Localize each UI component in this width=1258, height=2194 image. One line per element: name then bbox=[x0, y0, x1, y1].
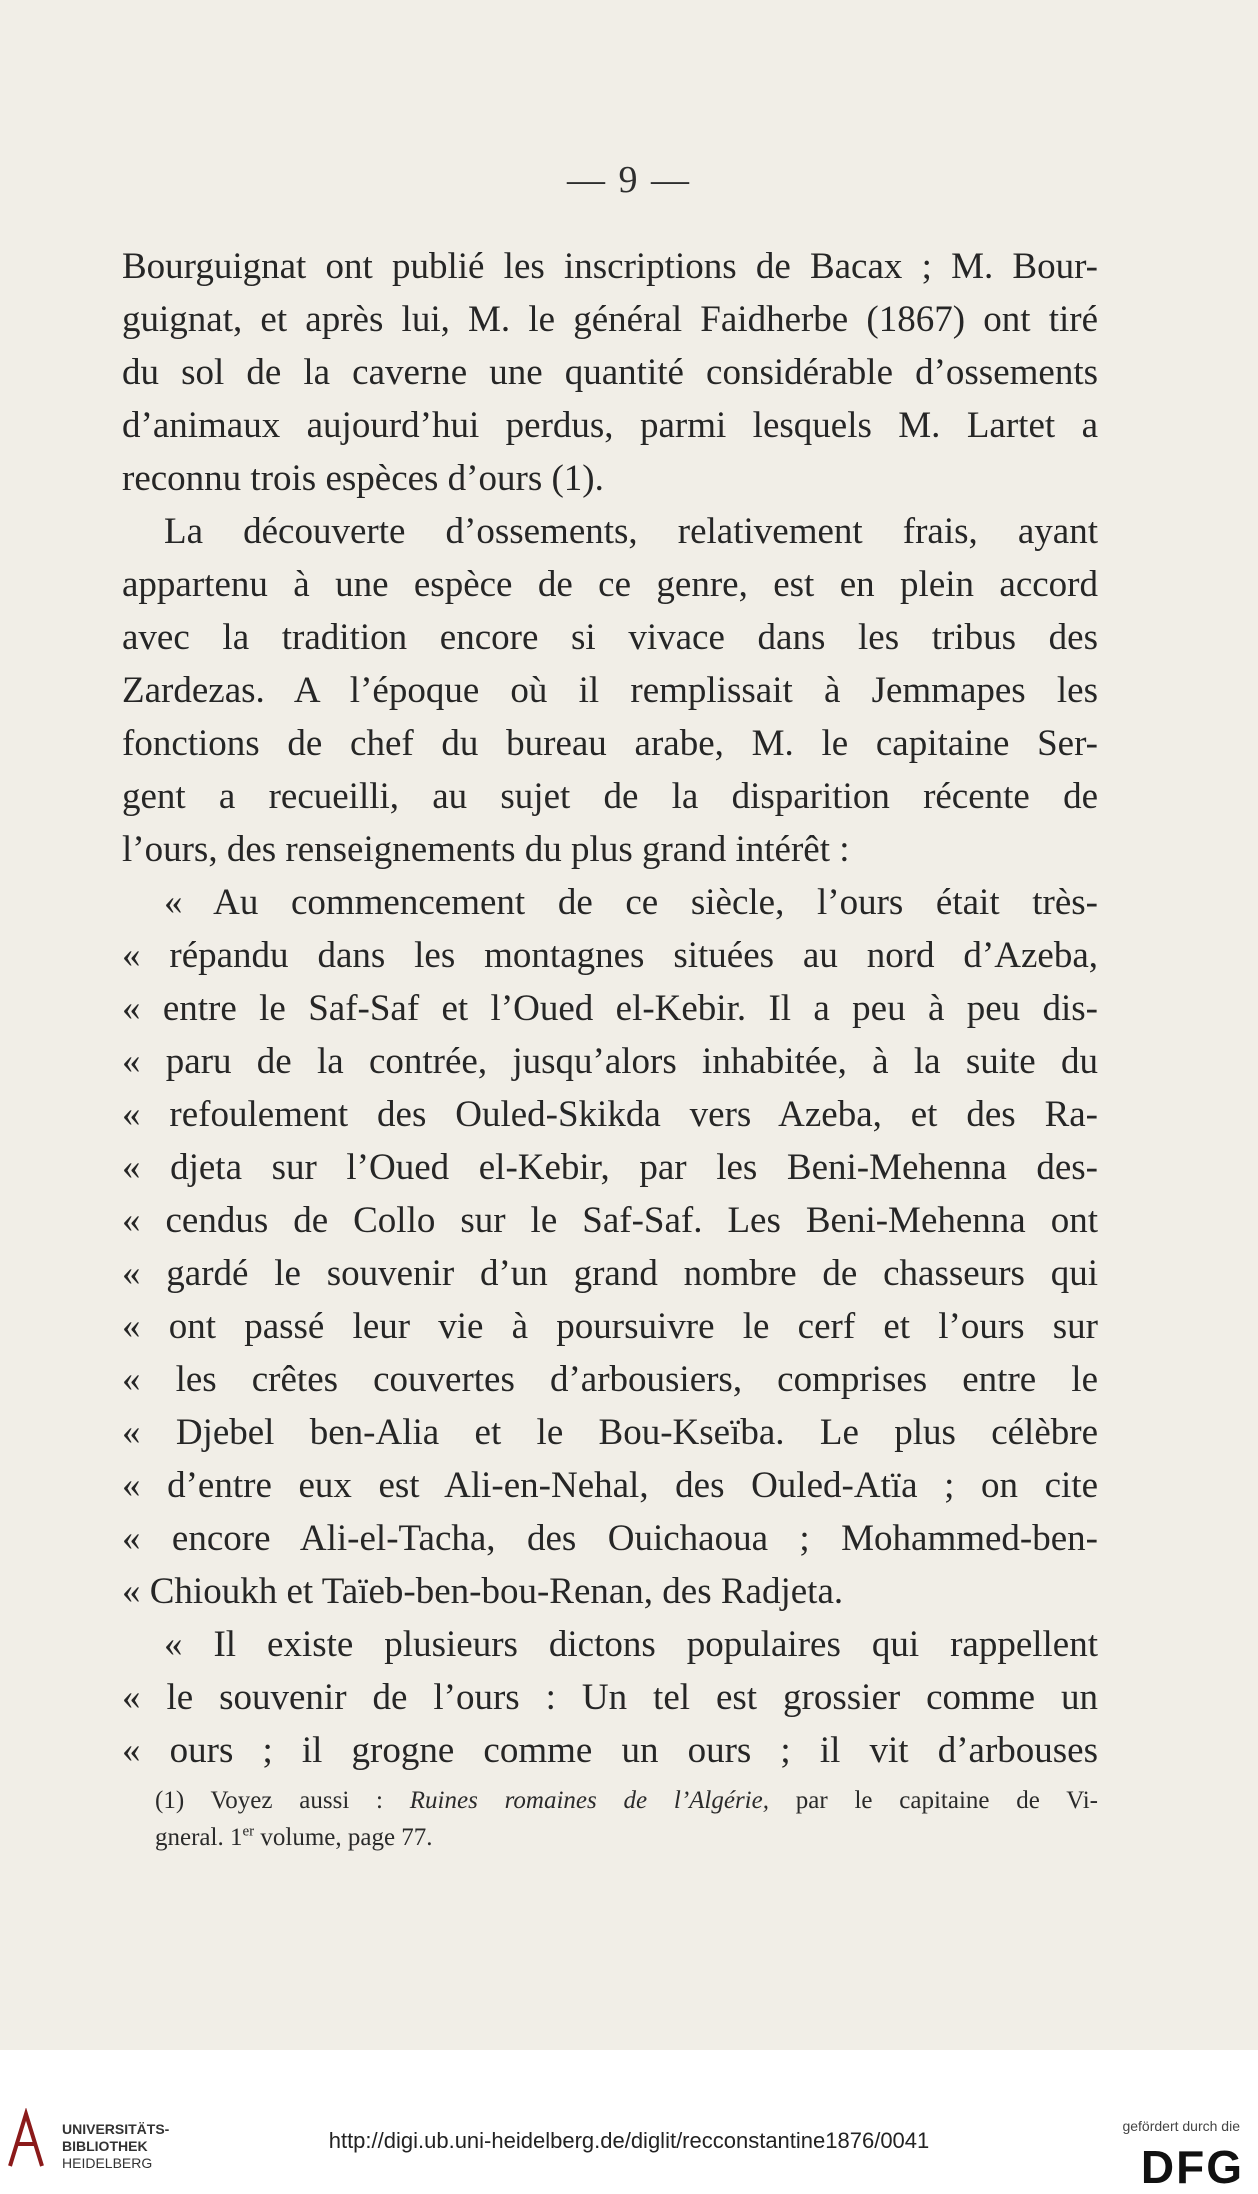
text-line: « les crêtes couvertes d’arbousiers, comprises entre le bbox=[122, 1359, 1098, 1400]
library-name-line: BIBLIOTHEK bbox=[62, 2138, 148, 2154]
text-line: « Chioukh et Taïeb-ben-bou-Renan, des Radjeta. bbox=[122, 1571, 844, 1612]
text-line: « Il existe plusieurs dictons populaires qui rappellent bbox=[164, 1624, 1098, 1665]
text-line: « d’entre eux est Ali-en-Nehal, des Ouled-Atïa ; on cite bbox=[122, 1465, 1098, 1506]
text-line: gent a recueilli, au sujet de la disparition récente de bbox=[122, 776, 1098, 817]
text-line: fonctions de chef du bureau arabe, M. le capitaine Ser- bbox=[122, 723, 1098, 764]
text-line: reconnu trois espèces d’ours (1). bbox=[122, 458, 604, 499]
text-line: « le souvenir de l’ours : Un tel est grossier comme un bbox=[122, 1677, 1098, 1718]
text-line: « cendus de Collo sur le Saf-Saf. Les Beni-Mehenna ont bbox=[122, 1200, 1098, 1241]
dfg-logo: DFG bbox=[1140, 2141, 1244, 2193]
text-line: « gardé le souvenir d’un grand nombre de chasseurs qui bbox=[122, 1253, 1098, 1294]
text-line: appartenu à une espèce de ce genre, est en plein accord bbox=[122, 564, 1098, 605]
text-line: guignat, et après lui, M. le général Faidherbe (1867) ont tiré bbox=[122, 299, 1098, 340]
library-name-line: HEIDELBERG bbox=[62, 2155, 153, 2171]
text-line: « ours ; il grogne comme un ours ; il vit d’arbouses bbox=[122, 1730, 1098, 1771]
footer-bar bbox=[0, 2050, 1258, 2192]
footnote-line bbox=[155, 1819, 1098, 1856]
text-line: Zardezas. A l’époque où il remplissait à Jemmapes les bbox=[122, 670, 1098, 711]
footnote-suffix: par le capitaine de Vi- bbox=[768, 1787, 1098, 1814]
text-line: avec la tradition encore si vivace dans les tribus des bbox=[122, 617, 1098, 658]
text-line: La découverte d’ossements, relativement frais, ayant bbox=[164, 511, 1098, 552]
source-url[interactable]: http://digi.ub.uni-heidelberg.de/diglit/recconstantine1876/0041 bbox=[328, 2128, 930, 2153]
text-line: « Djebel ben-Alia et le Bou-Kseïba. Le plus célèbre bbox=[122, 1412, 1098, 1453]
text-line: d’animaux aujourd’hui perdus, parmi lesquels M. Lartet a bbox=[122, 405, 1098, 446]
text-line: « paru de la contrée, jusqu’alors inhabitée, à la suite du bbox=[122, 1041, 1098, 1082]
text-line: « djeta sur l’Oued el-Kebir, par les Beni-Mehenna des- bbox=[122, 1147, 1098, 1188]
text-line: « encore Ali-el-Tacha, des Ouichaoua ; Mohammed-ben- bbox=[122, 1518, 1098, 1559]
text-line: Bourguignat ont publié les inscriptions de Bacax ; M. Bour- bbox=[122, 246, 1098, 287]
footnote-page: volume, page 77. bbox=[254, 1824, 433, 1851]
text-line: « répandu dans les montagnes situées au nord d’Azeba, bbox=[122, 935, 1098, 976]
funded-by-label: gefördert durch die bbox=[1122, 2118, 1240, 2134]
text-line: « refoulement des Ouled-Skikda vers Azeba, et des Ra- bbox=[122, 1094, 1098, 1135]
footnote-prefix: (1) Voyez aussi : bbox=[155, 1787, 410, 1814]
text-line: « ont passé leur vie à poursuivre le cerf et l’ours sur bbox=[122, 1306, 1098, 1347]
page-number: — 9 — bbox=[567, 159, 691, 201]
footnote bbox=[155, 1782, 1098, 1856]
text-line: du sol de la caverne une quantité considérable d’ossements bbox=[122, 352, 1098, 393]
footnote-title: Ruines romaines de l’Algérie, bbox=[409, 1787, 769, 1814]
footnote-line bbox=[155, 1782, 1098, 1819]
footnote-volume: gneral. 1 bbox=[155, 1824, 243, 1851]
footnote-superscript: er bbox=[242, 1823, 255, 1840]
body-text bbox=[122, 240, 1098, 1777]
library-name-line: UNIVERSITÄTS- bbox=[62, 2121, 170, 2137]
text-line: l’ours, des renseignements du plus grand intérêt : bbox=[122, 829, 850, 870]
text-line: « entre le Saf-Saf et l’Oued el-Kebir. Il a peu à peu dis- bbox=[122, 988, 1098, 1029]
text-line: « Au commencement de ce siècle, l’ours était très- bbox=[164, 882, 1098, 923]
